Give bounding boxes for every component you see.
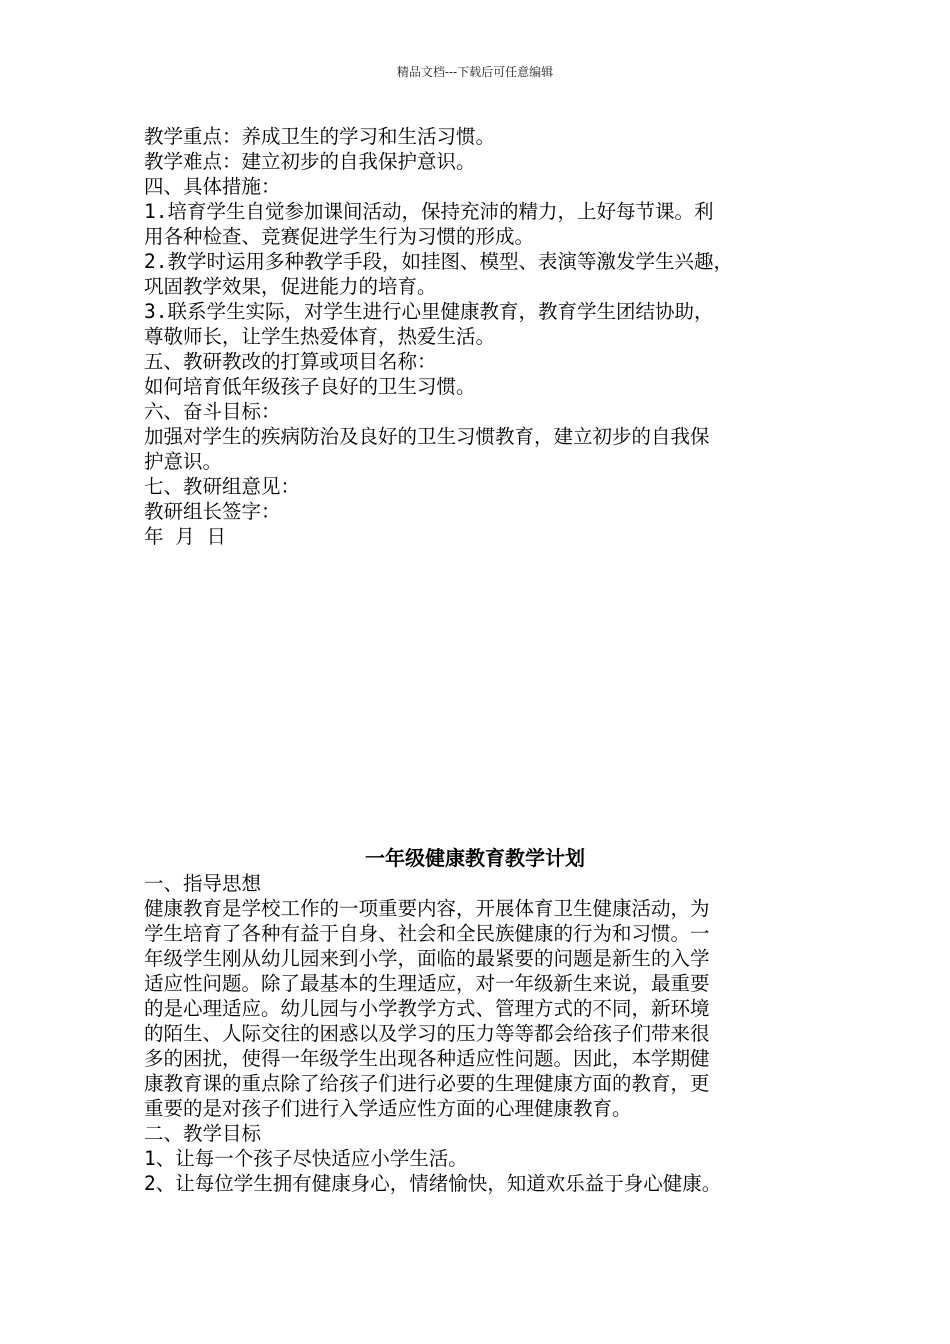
text-line: 加强对学生的疾病防治及良好的卫生习惯教育，建立初步的自我保	[144, 425, 710, 448]
text-line: 尊敬师长，让学生热爱体育，热爱生活。	[144, 325, 496, 348]
text-line: 3.联系学生实际，对学生进行心里健康教育，教育学生团结协助，	[144, 300, 714, 323]
document-title: 一年级健康教育教学计划	[365, 846, 585, 870]
text-line: 教学重点：养成卫生的学习和生活习惯。	[144, 125, 496, 148]
text-line: 多的困扰，使得一年级学生出现各种适应性问题。因此，本学期健	[144, 1047, 710, 1070]
section-heading: 一、指导思想	[144, 872, 262, 895]
text-line: 1.培育学生自觉参加课间活动，保持充沛的精力，上好每节课。利	[144, 200, 714, 223]
date-line: 年 月 日	[144, 525, 226, 548]
text-line: 1、让每一个孩子尽快适应小学生活。	[144, 1147, 468, 1170]
text-line: 如何培育低年级孩子良好的卫生习惯。	[144, 375, 476, 398]
text-line: 用各种检查、竞赛促进学生行为习惯的形成。	[144, 225, 535, 248]
section-heading: 七、教研组意见：	[144, 475, 301, 498]
section-heading: 六、奋斗目标：	[144, 400, 281, 423]
section-heading: 五、教研教改的打算或项目名称：	[144, 350, 437, 373]
signature-label: 教研组长签字：	[144, 500, 281, 523]
text-line: 健康教育是学校工作的一项重要内容，开展体育卫生健康活动，为	[144, 897, 710, 920]
text-line: 巩固教学效果，促进能力的培育。	[144, 275, 437, 298]
text-line: 教学难点：建立初步的自我保护意识。	[144, 150, 476, 173]
section-heading: 四、具体措施：	[144, 175, 281, 198]
text-line: 适应性问题。除了最基本的生理适应，对一年级新生来说，最重要	[144, 972, 710, 995]
text-line: 重要的是对孩子们进行入学适应性方面的心理健康教育。	[144, 1097, 632, 1120]
section-heading: 二、教学目标	[144, 1122, 262, 1145]
text-line: 的是心理适应。幼儿园与小学教学方式、管理方式的不同，新环境	[144, 997, 710, 1020]
text-line: 2.教学时运用多种教学手段，如挂图、模型、表演等激发学生兴趣，	[144, 250, 733, 273]
text-section-bottom	[144, 871, 814, 1196]
text-line: 2、让每位学生拥有健康身心，情绪愉快，知道欢乐益于身心健康。	[144, 1172, 722, 1195]
text-line: 学生培育了各种有益于自身、社会和全民族健康的行为和习惯。一	[144, 922, 710, 945]
page-header: 精品文档---下载后可任意编辑	[396, 65, 554, 79]
text-section-top	[144, 124, 814, 549]
text-line: 年级学生刚从幼儿园来到小学，面临的最紧要的问题是新生的入学	[144, 947, 710, 970]
text-line: 康教育课的重点除了给孩子们进行必要的生理健康方面的教育，更	[144, 1072, 710, 1095]
text-line: 护意识。	[144, 450, 223, 473]
text-line: 的陌生、人际交往的困惑以及学习的压力等等都会给孩子们带来很	[144, 1022, 710, 1045]
